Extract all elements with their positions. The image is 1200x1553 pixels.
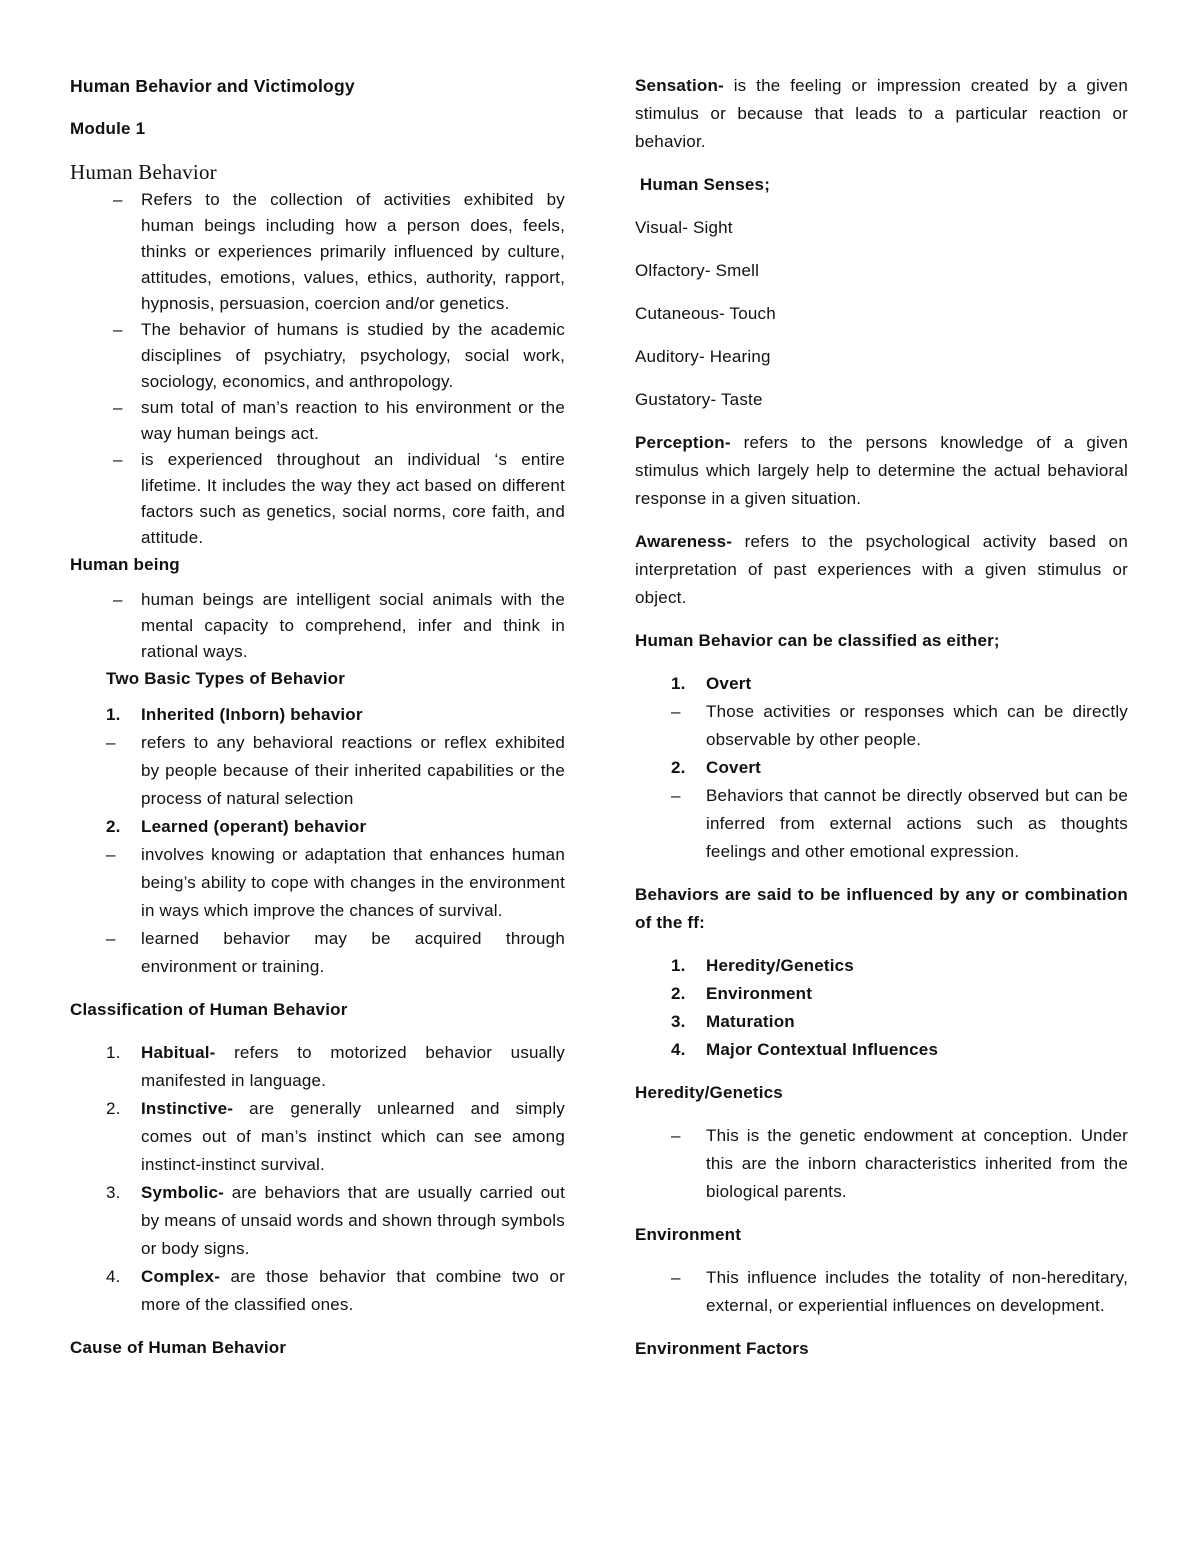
- influence-item: [635, 1008, 1128, 1036]
- classification-item: [70, 1179, 565, 1263]
- classification-heading: Classification of Human Behavior: [70, 1000, 348, 1019]
- overt-label: Overt: [706, 674, 752, 693]
- perception-term: Perception-: [635, 433, 731, 452]
- awareness-term: Awareness-: [635, 532, 733, 551]
- cause-heading: Cause of Human Behavior: [70, 1338, 287, 1357]
- perception-paragraph: [635, 429, 1128, 513]
- human-senses-heading: Human Senses;: [635, 175, 771, 194]
- classification-number: 2.: [106, 1099, 121, 1118]
- inherited-item: – refers to any behavioral reactions or reflex exhibited by people because of their inherited capabilities or the process of natural selection: [70, 729, 565, 813]
- heredity-item: – This is the genetic endowment at conception. Under this are the inborn characteristics inherited from the biological parents.: [635, 1122, 1128, 1206]
- sense-item: Visual- Sight: [635, 218, 733, 237]
- influence-label: Environment: [706, 984, 813, 1003]
- covert-number: 2.: [671, 758, 686, 777]
- learned-item: – involves knowing or adaptation that enhances human being’s ability to cope with changes in the environment in ways which improve the chances of survival.: [70, 841, 565, 925]
- environment-item: – This influence includes the totality of non-hereditary, external, or experiential influences on development.: [635, 1264, 1128, 1320]
- sensation-term: Sensation-: [635, 76, 724, 95]
- inherited-title: [70, 701, 565, 729]
- influence-label: Heredity/Genetics: [706, 956, 854, 975]
- covert-label: Covert: [706, 758, 762, 777]
- environment-heading: Environment: [635, 1225, 742, 1244]
- influence-item: [635, 980, 1128, 1008]
- awareness-paragraph: [635, 528, 1128, 612]
- influence-item: [635, 1036, 1128, 1064]
- two-types-heading: Two Basic Types of Behavior: [106, 669, 346, 688]
- inherited-number: 1.: [106, 705, 121, 724]
- perception-text: refers to the persons knowledge of a given stimulus which largely help to determine the actual behavioral response in a given situation.: [635, 433, 1128, 508]
- influence-item: [635, 952, 1128, 980]
- overt-title: [635, 670, 1128, 698]
- classification-number: 3.: [106, 1183, 121, 1202]
- sensation-text: is the feeling or impression created by a given stimulus or because that leads to a particular reaction or behavior.: [635, 76, 1128, 151]
- sense-item: Auditory- Hearing: [635, 347, 771, 366]
- classified-heading: Human Behavior can be classified as either;: [635, 631, 1000, 650]
- module-label: Module 1: [70, 119, 146, 138]
- hb-item: – is experienced throughout an individual ‘s entire lifetime. It includes the way they act based on different factors such as genetics, social norms, core faith, and attitude.: [70, 447, 565, 551]
- human-behavior-heading: Human Behavior: [70, 160, 217, 184]
- hb-item: – Refers to the collection of activities exhibited by human beings including how a person does, feels, thinks or experiences primarily influenced by culture, attitudes, emotions, values, ethics, authority, rapport, hypnosis, persuasion, coercion and/or genetics.: [70, 187, 565, 317]
- sense-item: Cutaneous- Touch: [635, 304, 776, 323]
- right-column: [635, 72, 1128, 1363]
- influence-label: Maturation: [706, 1012, 795, 1031]
- awareness-text: refers to the psychological activity based on interpretation of past experiences with a given stimulus or object.: [635, 532, 1128, 607]
- classification-number: 4.: [106, 1267, 121, 1286]
- classification-item: [70, 1263, 565, 1319]
- heredity-heading: Heredity/Genetics: [635, 1083, 783, 1102]
- overt-item: – Those activities or responses which can be directly observable by other people.: [635, 698, 1128, 754]
- influence-number: 4.: [671, 1040, 686, 1059]
- covert-item: – Behaviors that cannot be directly observed but can be inferred from external actions such as thoughts feelings and other emotional expression.: [635, 782, 1128, 866]
- classification-term: Instinctive-: [141, 1099, 234, 1118]
- inherited-label: Inherited (Inborn) behavior: [141, 705, 363, 724]
- overt-number: 1.: [671, 674, 686, 693]
- influence-number: 1.: [671, 956, 686, 975]
- sense-item: Gustatory- Taste: [635, 390, 763, 409]
- classification-term: Symbolic-: [141, 1183, 225, 1202]
- classification-item: [70, 1095, 565, 1179]
- classification-term: Habitual-: [141, 1043, 216, 1062]
- classification-term: Complex-: [141, 1267, 221, 1286]
- learned-number: 2.: [106, 817, 121, 836]
- classification-item: [70, 1039, 565, 1095]
- document-title: Human Behavior and Victimology: [70, 76, 355, 96]
- classification-text: refers to motorized behavior usually manifested in language.: [141, 1043, 565, 1090]
- classification-text: are behaviors that are usually carried out by means of unsaid words and shown through symbols or body signs.: [141, 1183, 565, 1258]
- learned-label: Learned (operant) behavior: [141, 817, 367, 836]
- human-being-heading: Human being: [70, 555, 180, 574]
- learned-title: [70, 813, 565, 841]
- classification-number: 1.: [106, 1043, 121, 1062]
- sense-item: Olfactory- Smell: [635, 261, 760, 280]
- hb-item: – The behavior of humans is studied by the academic disciplines of psychiatry, psychology, social work, sociology, economics, and anthropology.: [70, 317, 565, 395]
- influence-label: Major Contextual Influences: [706, 1040, 939, 1059]
- influenced-heading: Behaviors are said to be influenced by any or combination of the ff:: [635, 885, 1128, 932]
- classification-text: are generally unlearned and simply comes out of man’s instinct which can see among instinct-instinct survival.: [141, 1099, 565, 1174]
- covert-title: [635, 754, 1128, 782]
- influence-number: 3.: [671, 1012, 686, 1031]
- hb-item: – sum total of man’s reaction to his environment or the way human beings act.: [70, 395, 565, 447]
- environment-factors-heading: Environment Factors: [635, 1339, 809, 1358]
- learned-item: – learned behavior may be acquired through environment or training.: [70, 925, 565, 981]
- human-being-item: – human beings are intelligent social animals with the mental capacity to comprehend, infer and think in rational ways.: [70, 587, 565, 665]
- classification-text: are those behavior that combine two or more of the classified ones.: [141, 1267, 565, 1314]
- sensation-paragraph: [635, 72, 1128, 156]
- left-column: [70, 72, 565, 1362]
- influence-number: 2.: [671, 984, 686, 1003]
